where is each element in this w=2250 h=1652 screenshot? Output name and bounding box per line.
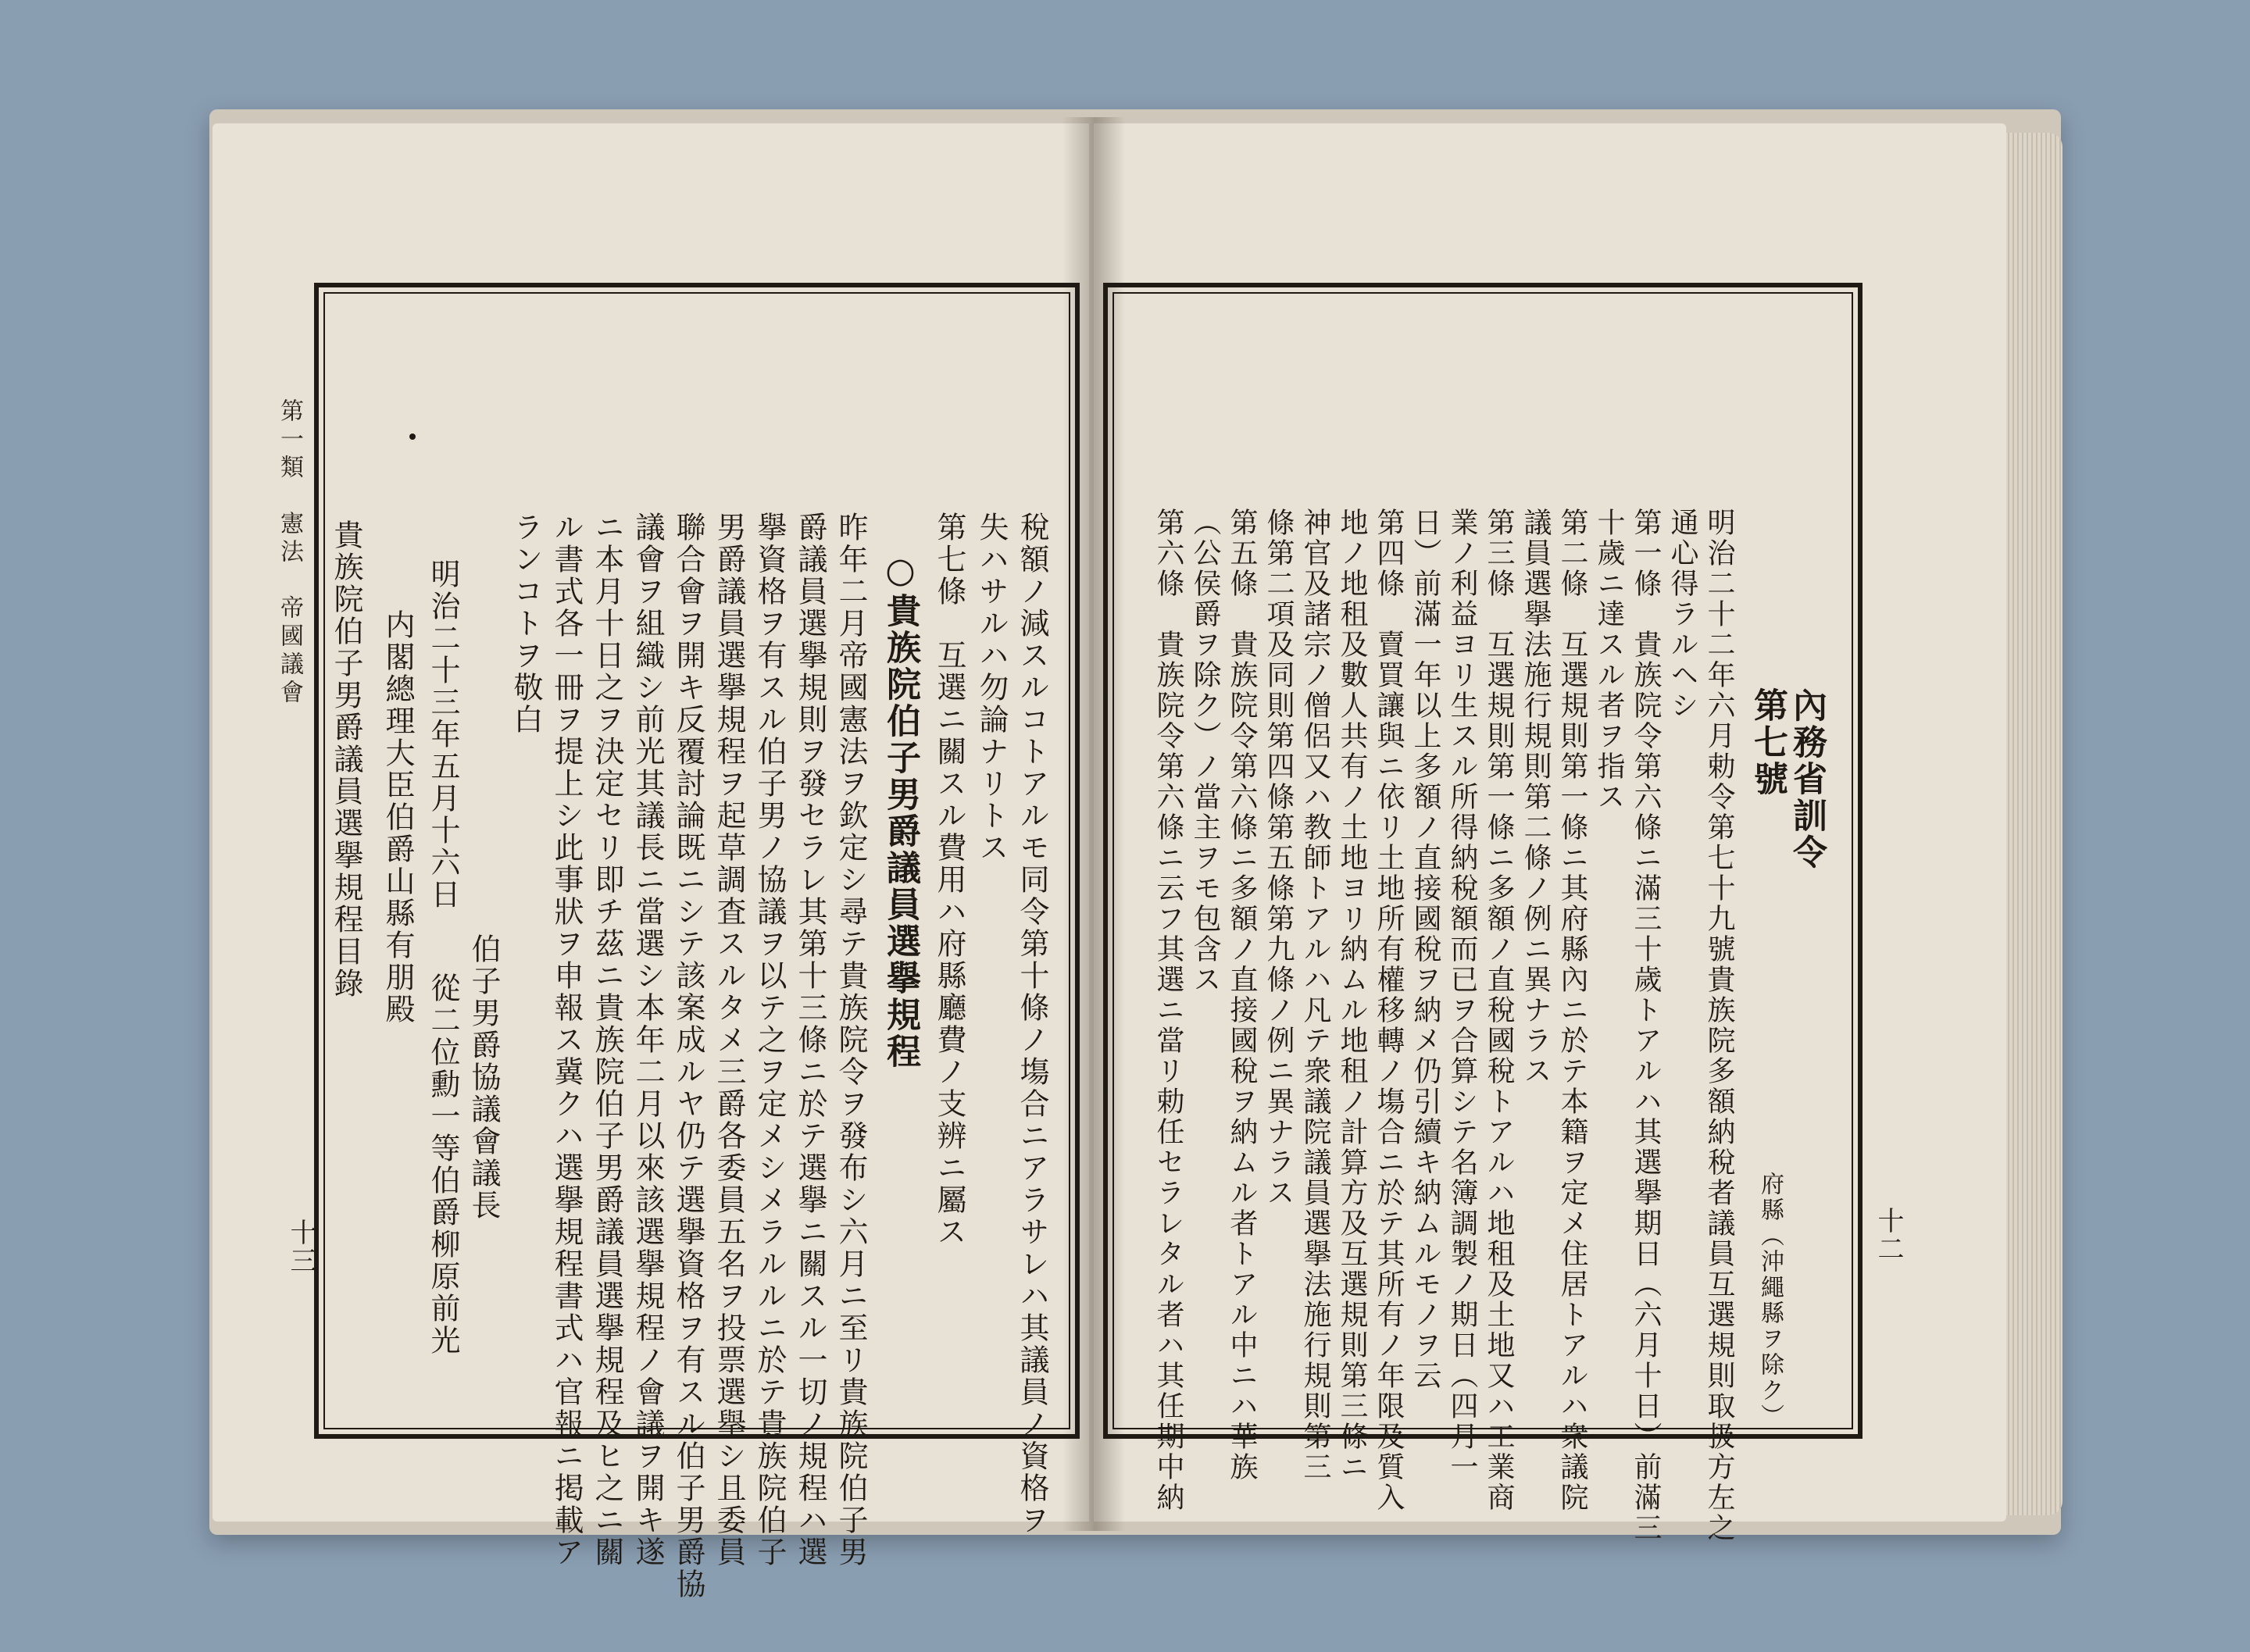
right-col-10: 第四條 賣買讓與ニ依リ土地所有權移轉ノ塲合ニ於テ其所有ノ年限及質入 — [1373, 508, 1405, 1513]
council-chair-title: 伯子男爵協議會議長 — [466, 933, 501, 1222]
right-col-4: 十歲ニ達スル者ヲ指ス — [1593, 508, 1625, 812]
right-col-3: 第一條 貴族院令第六條ニ滿三十歲トアルハ其選擧期日（六月十日）前滿三 — [1630, 508, 1662, 1543]
left-col-7: 擧資格ヲ有スル伯子男ノ協議ヲ以テ之ヲ定メシメラルルニ於テ貴族院伯子 — [752, 512, 787, 1568]
right-col-8: 業ノ利益ヨリ生スル所得納稅額而已ヲ合算シテ名簿調製ノ期日（四月一 — [1446, 508, 1478, 1483]
left-section-heading: ○貴族院伯子男爵議員選擧規程 — [880, 551, 920, 1070]
right-col-9: 日）前滿一年以上多額ノ直接國稅ヲ納メ仍引續キ納ムルモノヲ云 — [1409, 508, 1441, 1391]
left-col-10: 議會ヲ組織シ前光其議長ニ當選シ本年二月以來該選擧規程ノ會議ヲ開キ遂 — [630, 512, 665, 1568]
ministry-directive-title: 內務省訓令 — [1787, 687, 1827, 871]
left-running-header: 第一類 憲法 帝國議會 — [276, 398, 303, 708]
submission-date: 明治二十三年五月十六日 — [426, 558, 460, 911]
left-col-9: 聯合會ヲ開キ反覆討論既ニシテ該案成ルヤ仍テ選擧資格ヲ有スル伯子男爵協 — [671, 512, 705, 1600]
right-col-2: 通心得ラルヘシ — [1666, 508, 1698, 721]
left-col-13: ランコトヲ敬白 — [509, 512, 543, 736]
left-col-6: 爵議員選擧規則ヲ發セラレ其第十三條ニ於テ選擧ニ關スル一切ノ規程ハ選 — [793, 512, 827, 1568]
right-col-16: 第六條 貴族院令第六條ニ云フ其選ニ當リ勅任セラレタル者ハ其任期中納 — [1152, 508, 1184, 1513]
left-col-11: ニ本月十日之ヲ決定セリ即チ茲ニ貴族院伯子男爵議員選擧規程及ヒ之ニ關 — [590, 512, 624, 1568]
addressee: 内閣總理大臣伯爵山縣有朋殿 — [380, 609, 415, 1026]
right-col-12: 神官及諸宗ノ僧侶又ハ教師トアルハ凡テ衆議院議員選擧法施行規則第三 — [1299, 508, 1331, 1483]
left-col-1: 稅額ノ減スルコトアルモ同令第十條ノ塲合ニアラサレハ其議員ノ資格ヲ — [1015, 512, 1049, 1536]
page-stack-edge — [2000, 133, 2062, 1515]
right-col-7: 第三條 互選規則第一條ニ多額ノ直稅國稅トアルハ地租及土地又ハ工業商 — [1483, 508, 1515, 1513]
right-col-13: 條第二項及同則第四條第五條第九條ノ例ニ異ナラス — [1262, 508, 1295, 1208]
directive-number: 第七號 — [1748, 687, 1788, 797]
regulations-table-of-contents-title: 貴族院伯子男爵議員選擧規程目錄 — [329, 519, 363, 1000]
left-col-2: 失ハサルハ勿論ナリトス — [974, 512, 1009, 864]
right-col-6: 議員選擧法施行規則第二條ノ例ニ異ナラス — [1520, 508, 1552, 1086]
left-col-8: 男爵議員選擧規程ヲ起草調査スルタメ三爵各委員五名ヲ投票選擧シ且委員 — [712, 512, 746, 1568]
right-col-11: 地ノ地租及數人共有ノ土地ヨリ納ムル地租ノ計算方及互選規則第三條ニ — [1336, 508, 1368, 1483]
signatory-name: 從二位勳一等伯爵柳原前光 — [426, 972, 460, 1357]
right-col-1: 明治二十二年六月勅令第七十九號貴族院多額納稅者議員互選規則取扱方左之 — [1703, 508, 1735, 1543]
left-page-number: 十三 — [285, 1218, 316, 1275]
right-col-15: （公侯爵ヲ除ク）ノ當主ヲモ包含ス — [1189, 508, 1221, 995]
left-col-12: ル書式各一冊ヲ提上シ此事狀ヲ申報ス冀クハ選擧規程書式ハ官報ニ掲載ア — [549, 512, 584, 1568]
right-col-14: 第五條 貴族院令第六條ニ多額ノ直接國稅ヲ納ムル者トアル中ニハ華族 — [1226, 508, 1258, 1483]
left-col-3: 第七條 互選ニ關スル費用ハ府縣廳費ノ支辨ニ屬ス — [932, 512, 966, 1248]
left-col-5: 昨年二月帝國憲法ヲ欽定シ尋テ貴族院令ヲ發布シ六月ニ至リ貴族院伯子男 — [834, 512, 868, 1568]
right-col-5: 第二條 互選規則第一條ニ其府縣內ニ於テ本籍ヲ定メ住居トアルハ衆議院 — [1556, 508, 1588, 1513]
directive-addressee: 府縣（沖繩縣ヲ除ク） — [1756, 1172, 1784, 1429]
right-page-number: 十二 — [1873, 1207, 1904, 1263]
ink-dot — [409, 434, 416, 440]
